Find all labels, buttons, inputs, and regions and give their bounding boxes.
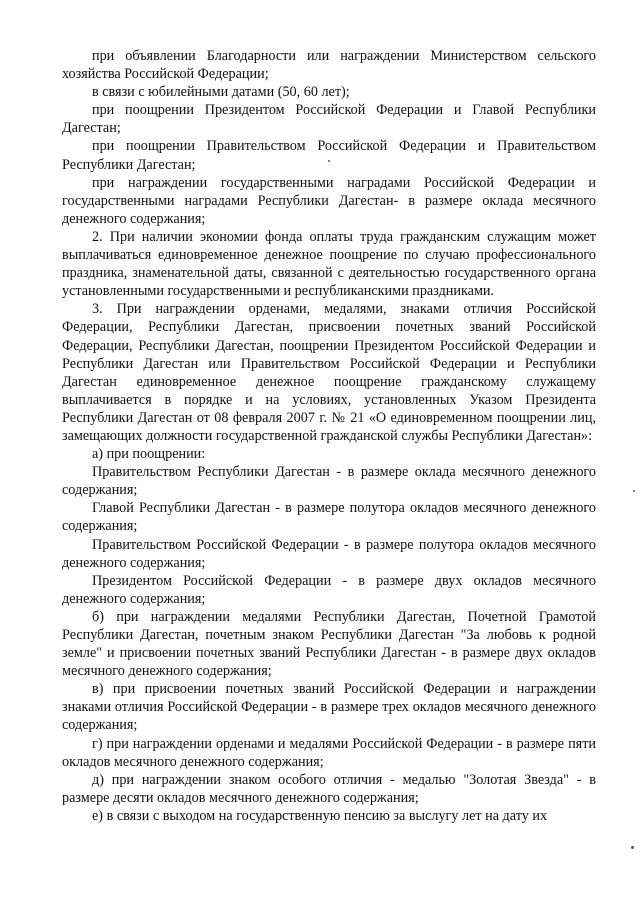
paragraph-16: д) при награждении знаком особого отличия - медалью "Золотая Звезда" - в размере десяти окладов месячного денежного содержания;	[62, 771, 596, 806]
paragraph-1: при объявлении Благодарности или награждении Министерством сельского хозяйства Российской Федерации;	[62, 48, 596, 83]
paragraph-8: а) при поощрении:	[92, 446, 206, 463]
document-page	[62, 47, 596, 825]
paragraph-13: б) при награждении медалями Республики Дагестан, Почетной Грамотой Республики Дагестан, почетным знаком Республики Дагестан "За любовь к родной земле" и присвоении почетных званий Республики Дагестан - в размере двух окладов месячного денежного содержания;	[62, 608, 596, 680]
paragraph-14: в) при присвоении почетных званий Российской Федерации и награждении знаками отличия Российской Федерации - в размере трех окладов месячного денежного содержания;	[62, 681, 596, 734]
paragraph-6: 2. При наличии экономии фонда оплаты труда гражданским служащим может выплачиваться единовременное денежное поощрение по случаю профессионального праздника, знаменательной даты, связанной с деятельностью государственного органа установленными государственными и республиканскими праздниками.	[62, 228, 596, 300]
paragraph-9: Правительством Республики Дагестан - в размере оклада месячного денежного содержания;	[62, 464, 596, 499]
scan-speck	[633, 490, 635, 492]
paragraph-7: 3. При награждении орденами, медалями, знаками отличия Российской Федерации, Республики Дагестан, присвоении почетных званий Российской Федерации, Республики Дагестан, поощрении Президентом Российской Федерации и Республики Дагестан или Правительством Российской Федерации и Республики Дагестан единовременное денежное поощрение гражданскому служащему выплачивается в порядке и на условиях, установленных Указом Президента Республики Дагестан от 08 февраля 2007 г. № 21 «О единовременном поощрении лиц, замещающих должности государственной гражданской службы Республики Дагестан»:	[62, 301, 596, 444]
paragraph-17: е) в связи с выходом на государственную пенсию за выслугу лет на дату их	[92, 807, 548, 824]
scan-speck	[328, 160, 330, 162]
scan-speck	[631, 846, 634, 849]
paragraph-3: при поощрении Президентом Российской Федерации и Главой Республики Дагестан;	[62, 102, 596, 137]
paragraph-11: Правительством Российской Федерации - в размере полутора окладов месячного денежного содержания;	[62, 536, 596, 571]
paragraph-12: Президентом Российской Федерации - в размере двух окладов месячного денежного содержания;	[62, 572, 596, 607]
paragraph-10: Главой Республики Дагестан - в размере полутора окладов месячного денежного содержания;	[62, 500, 596, 535]
paragraph-5: при награждении государственными наградами Российской Федерации и государственными наградами Республики Дагестан- в размере оклада месячного денежного содержания;	[62, 174, 596, 227]
paragraph-4: при поощрении Правительством Российской Федерации и Правительством Республики Дагестан;	[62, 138, 596, 173]
paragraph-2: в связи с юбилейными датами (50, 60 лет);	[92, 84, 350, 101]
paragraph-15: г) при награждении орденами и медалями Российской Федерации - в размере пяти окладов месячного денежного содержания;	[62, 735, 596, 770]
